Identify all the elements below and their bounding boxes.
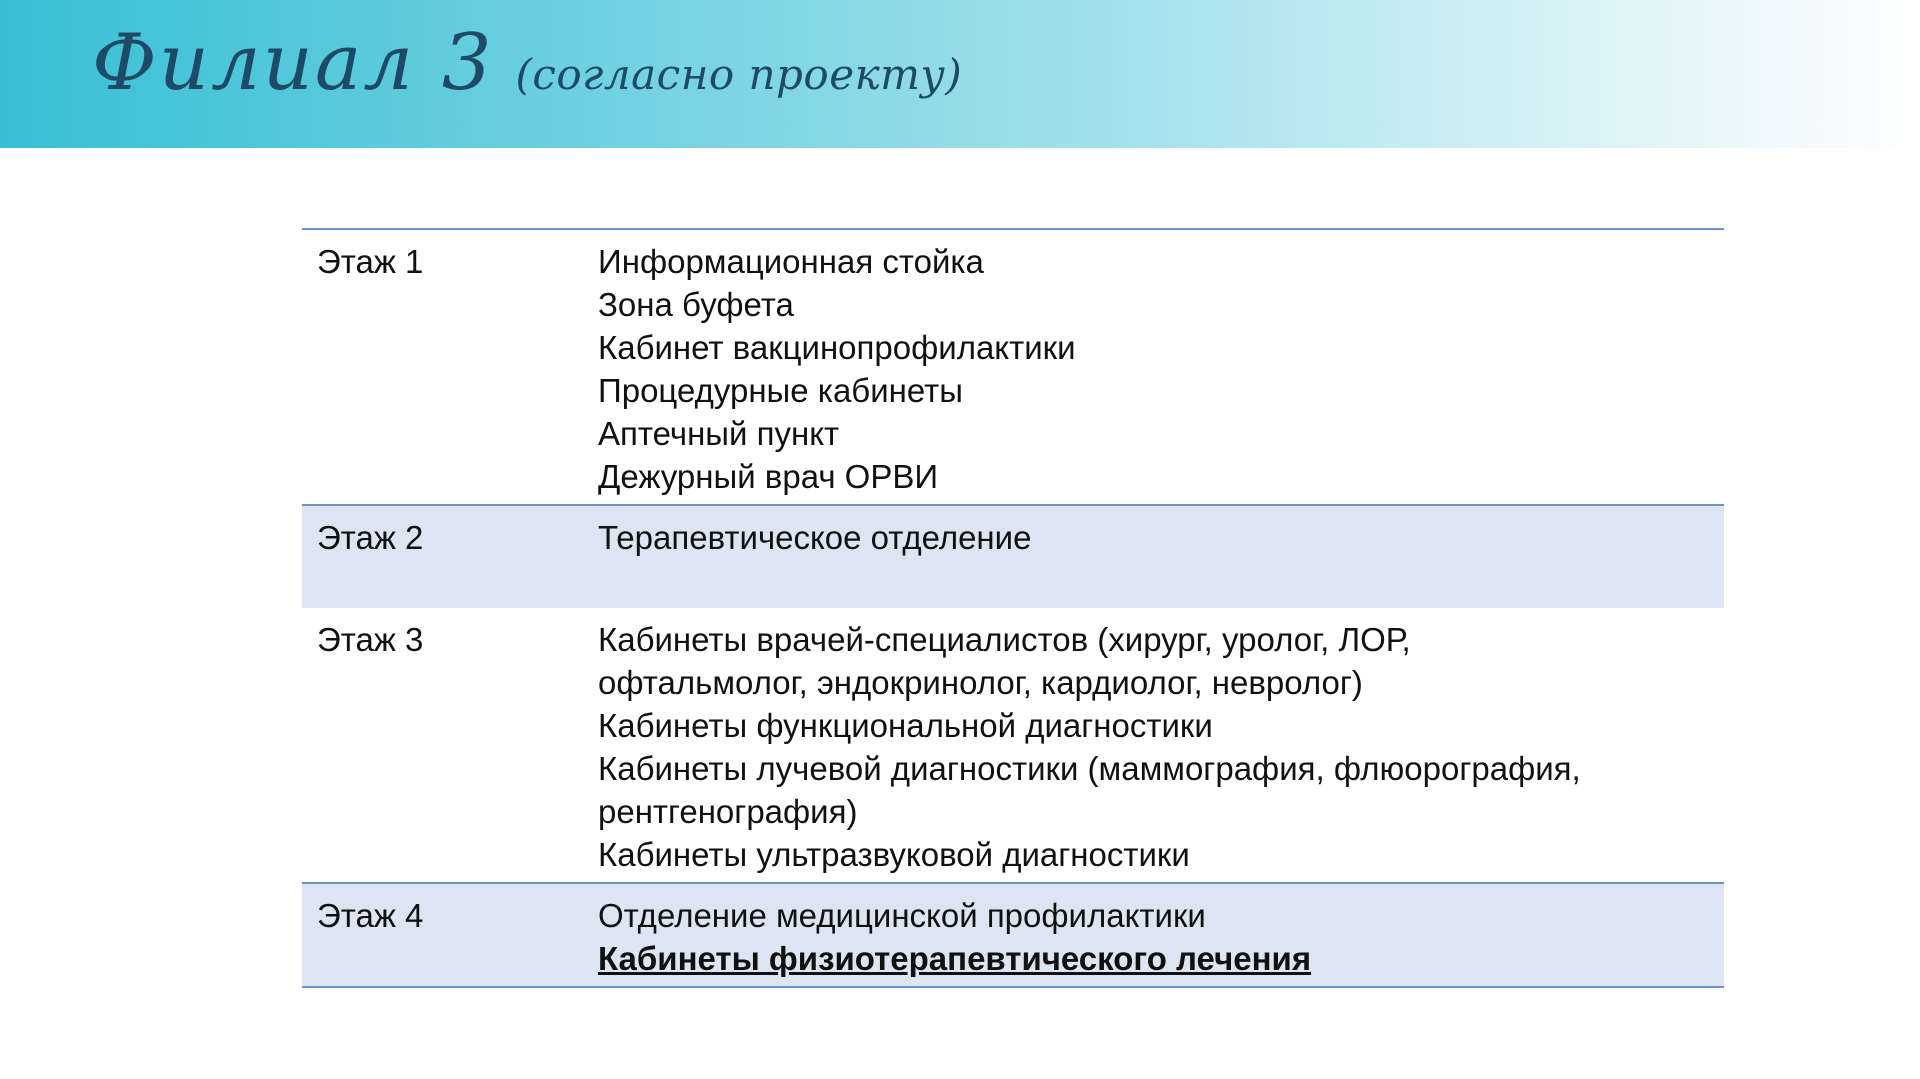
list-item: Кабинеты лучевой диагностики (маммография, флюорография, [598, 750, 1581, 787]
list-item: Кабинеты ультразвуковой диагностики [598, 836, 1190, 873]
list-item: Кабинет вакцинопрофилактики [598, 329, 1076, 366]
table-row-floor-1 [302, 230, 1724, 504]
list-item: рентгенография) [598, 793, 858, 830]
list-item: Процедурные кабинеты [598, 372, 963, 409]
list-item: Терапевтическое отделение [598, 519, 1032, 556]
floor-items [598, 894, 1724, 980]
list-item-emphasized: Кабинеты физиотерапевтического лечения [598, 940, 1312, 977]
list-item: Кабинеты врачей-специалистов (хирург, уролог, ЛОР, [598, 621, 1411, 658]
floor-label: Этаж 3 [317, 621, 424, 658]
spacer-line [598, 559, 1694, 602]
list-item: Зона буфета [598, 286, 794, 323]
floor-items [598, 516, 1724, 602]
floor-label: Этаж 2 [317, 519, 424, 556]
floors-table [302, 228, 1724, 988]
list-item: Дежурный врач ОРВИ [598, 458, 939, 495]
table-row-floor-3 [302, 608, 1724, 882]
page-title [92, 18, 962, 108]
list-item: Информационная стойка [598, 243, 984, 280]
list-item: Отделение медицинской профилактики [598, 897, 1206, 934]
table-row-floor-4 [302, 882, 1724, 986]
list-item: Кабинеты функциональной диагностики [598, 707, 1213, 744]
table-row-floor-2 [302, 504, 1724, 608]
list-item: офтальмолог, эндокринолог, кардиолог, невролог) [598, 664, 1363, 701]
title-subtitle: (согласно проекту) [515, 50, 963, 99]
floor-label: Этаж 1 [317, 243, 424, 280]
list-item: Аптечный пункт [598, 415, 840, 452]
floor-items [598, 618, 1724, 876]
floor-items [598, 240, 1724, 498]
floor-label: Этаж 4 [317, 897, 424, 934]
header-banner [0, 0, 1920, 148]
title-main: Филиал 3 [92, 18, 494, 108]
